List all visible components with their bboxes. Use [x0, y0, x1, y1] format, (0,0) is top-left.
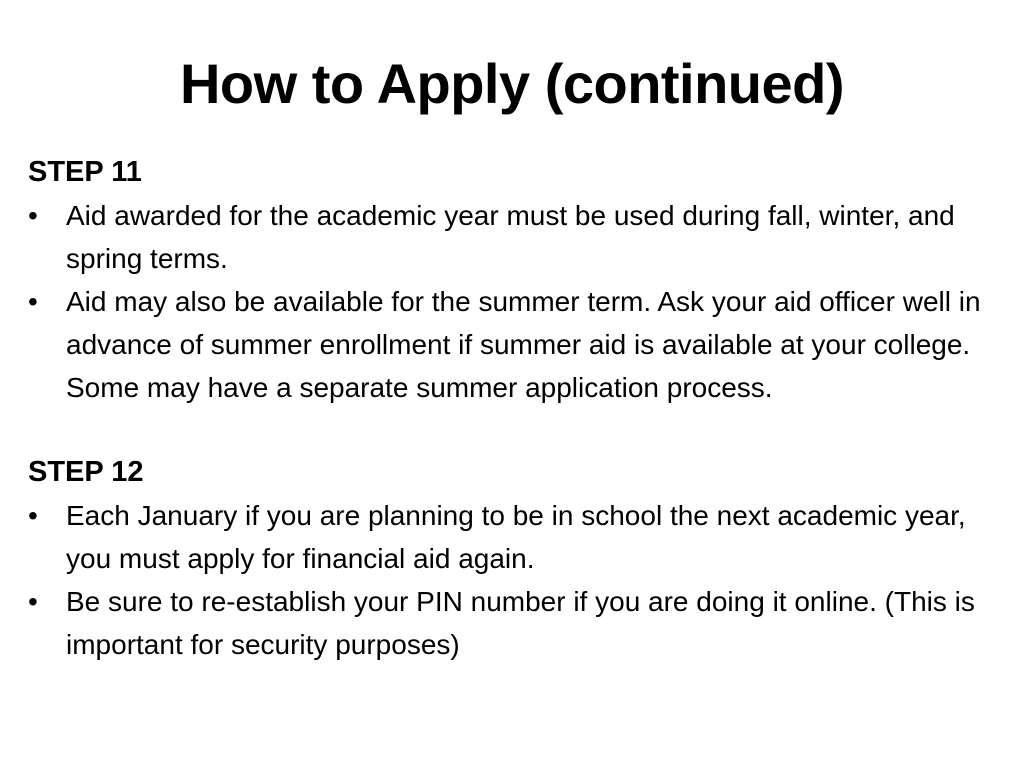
bullet-item [28, 194, 988, 280]
bullet-icon: • [28, 586, 38, 617]
bullet-text: Aid awarded for the academic year must be used during fall, winter, and spring terms. [66, 200, 955, 274]
bullet-icon: • [28, 286, 38, 317]
bullet-item [28, 280, 988, 409]
bullet-text: Aid may also be available for the summer term. Ask your aid officer well in advance of summer enrollment if summer aid is available at your college. Some may have a separate summer application process. [66, 286, 981, 403]
step-11-section [28, 151, 988, 409]
bullet-text: Be sure to re-establish your PIN number if you are doing it online. (This is important for security purposes) [66, 586, 975, 660]
bullet-text: Each January if you are planning to be in school the next academic year, you must apply for financial aid again. [66, 500, 966, 574]
bullet-icon: • [28, 200, 38, 231]
step-heading: STEP 11 [28, 156, 142, 188]
bullet-item [28, 580, 988, 666]
bullet-item [28, 494, 988, 580]
bullet-list [28, 194, 988, 409]
bullet-list [28, 494, 988, 666]
step-heading: STEP 12 [28, 456, 144, 488]
slide-title: How to Apply (continued) [179, 52, 845, 115]
bullet-icon: • [28, 500, 38, 531]
step-12-section [28, 451, 988, 666]
slide-body [28, 151, 988, 666]
